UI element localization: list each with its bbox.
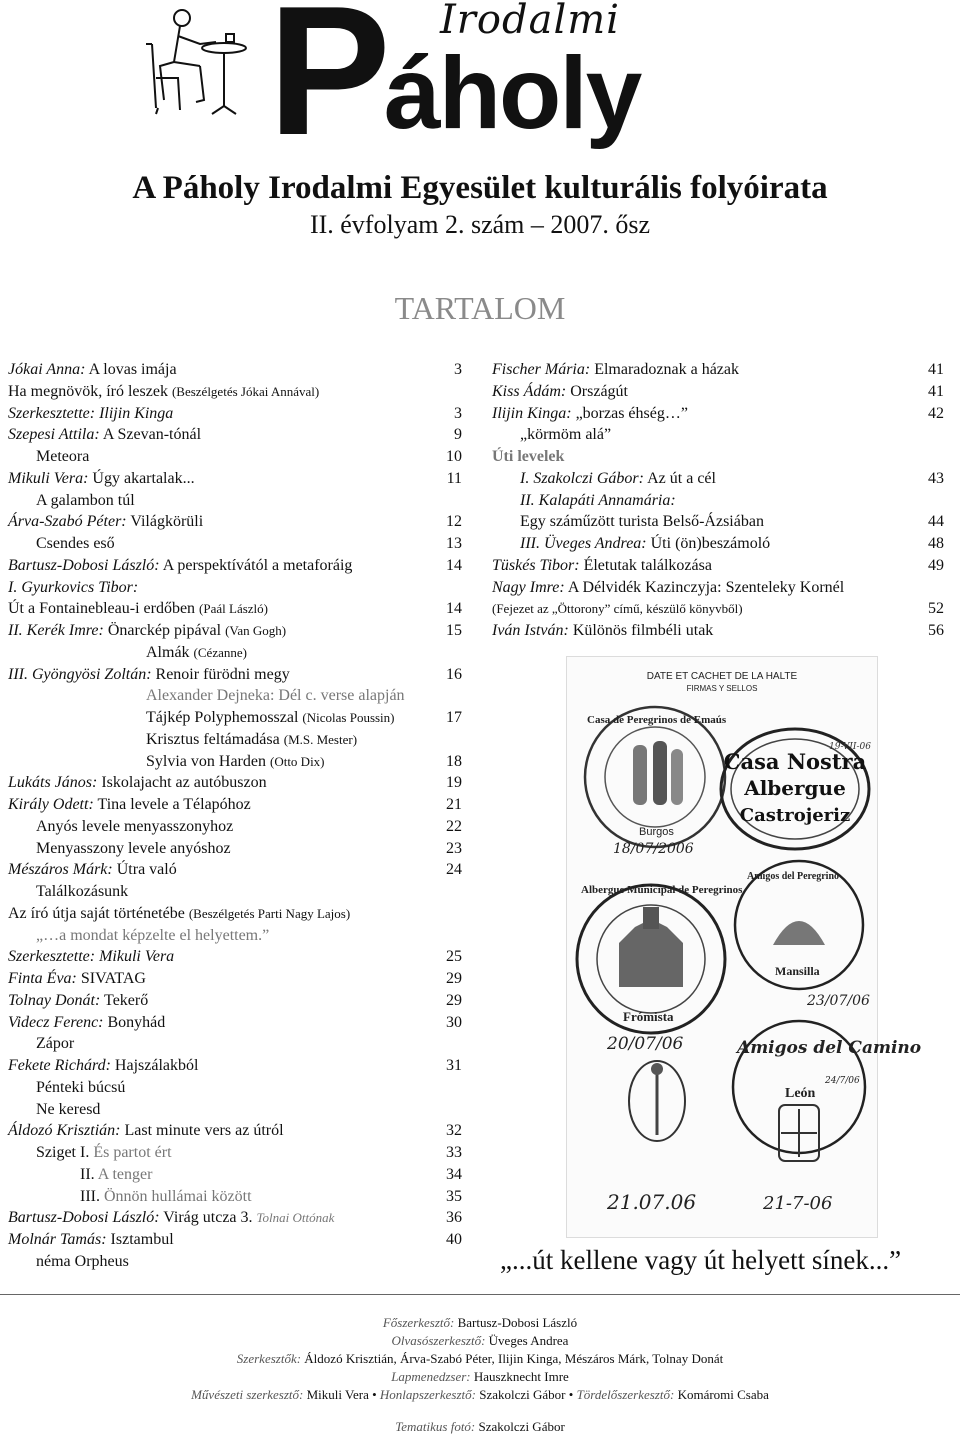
toc-entry (8, 446, 462, 468)
toc-right-column (492, 359, 944, 642)
toc-entry (8, 838, 462, 860)
toc-author: III. Üveges Andrea: (520, 535, 647, 552)
toc-entry-text (36, 446, 89, 468)
toc-entry-text (36, 816, 233, 838)
toc-title: Úgy akartalak... (92, 469, 195, 487)
stamp-casa-nostra-albergue: Albergue (744, 776, 846, 800)
imp-label: Szerkesztők: (236, 1351, 302, 1366)
toc-title: Zápor (36, 1035, 75, 1053)
toc-page-number: 13 (446, 535, 462, 552)
imp-value: Mikuli Vera (306, 1387, 369, 1402)
toc-title: Tina levele a Télapóhoz (97, 796, 251, 813)
toc-title: Virág utcza 3. (163, 1209, 253, 1227)
toc-page-number: 15 (446, 622, 462, 639)
toc-page-number: 16 (446, 665, 462, 683)
toc-title: „körmöm alá” (520, 426, 612, 444)
toc-title: Találkozásunk (36, 883, 129, 900)
toc-author: Áldozó Krisztián: (8, 1122, 121, 1140)
toc-title: A lovas imája (88, 361, 177, 378)
toc-entry-text (146, 729, 357, 751)
stamp-bottom-date-1: 21.07.06 (607, 1190, 697, 1214)
toc-entry (8, 424, 462, 446)
toc-page-number: 56 (928, 622, 944, 639)
imp-value: Komáromi Csaba (677, 1387, 769, 1402)
toc-page-number: 32 (446, 1122, 462, 1140)
imp-value: Szakolczi Gábor (479, 1387, 566, 1402)
toc-entry-text (520, 511, 764, 533)
toc-title: Isztambul (110, 1231, 174, 1248)
toc-page-number: 35 (446, 1187, 462, 1205)
toc-entry-text (8, 1207, 334, 1229)
toc-entry-text (8, 555, 352, 577)
toc-note: (Paál László) (199, 601, 268, 617)
toc-page-number: 43 (928, 469, 944, 487)
toc-author: Király Odett: (8, 796, 94, 813)
imp-value: Áldozó Krisztián, Árva-Szabó Péter, Ilijin Kinga, Mészáros Márk, Tolnay Donát (304, 1351, 724, 1366)
toc-title: Út a Fontainebleau-i erdőben (8, 600, 196, 618)
stamp-casa-peregrinos: Casa de Peregrinos de Emaús (587, 714, 727, 726)
toc-author: Kiss Ádám: (492, 382, 567, 400)
toc-page-number: 9 (454, 426, 462, 444)
toc-entry-text (36, 1251, 129, 1273)
toc-title: Last minute vers az útról (124, 1122, 284, 1140)
toc-page-number: 34 (446, 1165, 462, 1183)
toc-author: Lukáts János: (8, 774, 98, 792)
toc-note: (Cézanne) (193, 644, 247, 660)
toc-title: Sziget I. (36, 1144, 90, 1161)
toc-entry-text (8, 1012, 165, 1034)
stamp-burgos-date: 18/07/2006 (613, 841, 694, 857)
toc-page-number: 29 (446, 970, 462, 987)
toc-page-number: 48 (928, 535, 944, 552)
toc-entry-text (146, 707, 395, 729)
toc-author: Szerkesztette: Ilijin Kinga (8, 404, 174, 422)
toc-page-number: 12 (446, 513, 462, 531)
toc-title: Sylvia von Harden (146, 752, 266, 770)
toc-page-number: 14 (446, 600, 462, 618)
toc-author: I. Szakolczi Gábor: (520, 469, 644, 487)
toc-title: Az út a cél (647, 469, 716, 487)
toc-entry (8, 1229, 462, 1251)
toc-entry-text (492, 598, 743, 620)
imp-value: Bartusz-Dobosi László (457, 1315, 578, 1330)
toc-author: Videcz Ferenc: (8, 1013, 104, 1031)
toc-section-heading: Úti levelek (492, 448, 565, 465)
toc-entry (8, 1055, 462, 1077)
toc-entry-text (80, 1186, 252, 1208)
toc-page-number: 18 (446, 752, 462, 770)
toc-entry (8, 990, 462, 1012)
toc-page-number: 33 (446, 1144, 462, 1161)
toc-entry (8, 533, 462, 555)
stamp-header-subtext: FIRMAS Y SELLOS (686, 684, 758, 693)
toc-entry (492, 577, 944, 599)
stamp-amigos-camino: Amigos del Camino (737, 1038, 922, 1058)
toc-entry-text (8, 1120, 284, 1142)
toc-entry-text (8, 1229, 174, 1251)
toc-title: II. (80, 1165, 95, 1183)
toc-entry (8, 1120, 462, 1142)
toc-entry-text (520, 533, 770, 555)
toc-page-number: 19 (446, 774, 462, 792)
toc-entry (492, 511, 944, 533)
toc-entry (492, 620, 944, 642)
toc-entry-text (8, 664, 290, 686)
toc-title: néma Orpheus (36, 1252, 129, 1270)
toc-entry (8, 381, 462, 403)
toc-note: (Beszélgetés Jókai Annával) (171, 383, 320, 399)
imp-separator: • (568, 1387, 574, 1402)
toc-entry (492, 598, 944, 620)
toc-entry (492, 381, 944, 403)
toc-page-number: 29 (446, 991, 462, 1009)
toc-title-gray: Alexander Dejneka: Dél c. verse alapján (146, 687, 405, 705)
toc-page-number: 42 (928, 404, 944, 422)
stamp-mansilla-date: 23/07/06 (807, 993, 870, 1009)
toc-entry-text (492, 577, 844, 599)
toc-entry-text (492, 620, 713, 642)
toc-title: Különös filmbéli utak (572, 622, 714, 639)
toc-dedication: Tolnai Ottónak (256, 1210, 335, 1226)
logo-letter-p: P (268, 0, 387, 173)
imp-label: Honlapszerkesztő: (379, 1387, 476, 1402)
toc-entry (8, 664, 462, 686)
toc-entry (8, 598, 462, 620)
toc-note: (Van Gogh) (225, 623, 287, 638)
toc-left-column (8, 359, 462, 1273)
toc-entry (8, 620, 462, 642)
toc-entry-text (8, 403, 173, 425)
toc-entry (492, 468, 944, 490)
toc-page-number: 52 (928, 600, 944, 618)
toc-page-number: 14 (446, 556, 462, 574)
pilgrim-stamps-photo (566, 656, 922, 1238)
toc-author: Jókai Anna: (8, 361, 86, 378)
toc-entry (8, 968, 462, 990)
toc-entry-text (8, 381, 319, 403)
imp-value: Hauszknecht Imre (473, 1369, 569, 1384)
toc-page-number: 10 (446, 448, 462, 465)
toc-entry (492, 555, 944, 577)
stamp-bottom-date-2: 21-7-06 (763, 1193, 833, 1214)
caption-quote: „...út kellene vagy út helyett sínek...” (500, 1245, 902, 1275)
toc-title: „borzas éhség…” (575, 404, 688, 422)
toc-entry (8, 729, 462, 751)
toc-author: II. Kalapáti Annamária: (520, 491, 676, 509)
toc-title: Tájkép Polyphemosszal (146, 709, 299, 726)
toc-author: Finta Éva: (8, 970, 77, 987)
toc-title: III. (80, 1187, 100, 1205)
toc-entry (8, 946, 462, 968)
toc-entry-text (520, 468, 716, 490)
toc-entry (8, 925, 462, 947)
stamp-casa-nostra-town: Castrojeriz (739, 805, 851, 826)
toc-note: (Nicolas Poussin) (302, 710, 395, 725)
stamp-leon-date: 24/7/06 (825, 1076, 860, 1086)
toc-page-number: 31 (446, 1057, 462, 1074)
logo-aholy: áholy (384, 36, 641, 150)
toc-title: Hajszálakból (114, 1057, 199, 1074)
toc-title: Önarckép pipával (107, 622, 222, 639)
toc-page-number: 41 (928, 361, 944, 378)
toc-title: A galambon túl (36, 491, 135, 509)
toc-entry (8, 511, 462, 533)
imp-label: Olvasószerkesztő: (391, 1333, 486, 1348)
toc-entry (8, 1033, 462, 1055)
toc-entry (8, 685, 462, 707)
journal-subtitle: A Páholy Irodalmi Egyesület kulturális folyóirata (132, 170, 828, 206)
toc-page-number: 24 (446, 861, 462, 879)
toc-entry (492, 490, 944, 512)
toc-title: A Szevan-tónál (102, 426, 202, 444)
toc-entry (8, 1099, 462, 1121)
toc-entry (8, 403, 462, 425)
imp-line-copy-editor (0, 1333, 960, 1349)
toc-author: Fekete Richárd: (8, 1057, 111, 1074)
imp-label: Tördelőszerkesztő: (576, 1387, 675, 1402)
toc-entry-text (36, 1033, 74, 1055)
toc-entry-text (8, 794, 251, 816)
toc-entry-text (146, 685, 405, 707)
toc-page-number: 41 (928, 382, 944, 400)
toc-entry (8, 772, 462, 794)
toc-entry (492, 403, 944, 425)
toc-entry-text (36, 881, 128, 903)
toc-entry (8, 1142, 462, 1164)
toc-entry-text (8, 424, 201, 446)
stamp-amigos-peregrino: Amigos del Peregrino (747, 871, 840, 882)
imp-label: Tematikus fotó: (395, 1419, 476, 1434)
imp-line-editor-in-chief (0, 1315, 960, 1331)
toc-entry-text (492, 555, 712, 577)
stamp-mansilla-label: Mansilla (775, 964, 820, 978)
toc-page-number: 25 (446, 948, 462, 966)
toc-entry (8, 1077, 462, 1099)
toc-entry (492, 446, 944, 468)
imp-value: Szakolczi Gábor (478, 1419, 565, 1434)
toc-title: SIVATAG (80, 970, 146, 987)
toc-entry (8, 794, 462, 816)
toc-author: Szepesi Attila: (8, 426, 100, 444)
toc-entry (8, 903, 462, 925)
toc-entry-text (520, 424, 611, 446)
toc-author: Ilijin Kinga: (492, 404, 572, 422)
toc-author: I. Gyurkovics Tibor: (8, 578, 139, 596)
toc-entry-text (520, 490, 676, 512)
toc-entry-text (8, 968, 146, 990)
stamp-casa-nostra-date: 19-VII-06 (829, 742, 871, 752)
toc-title-gray: És partot ért (93, 1144, 172, 1161)
toc-entry (8, 359, 462, 381)
toc-title: Csendes eső (36, 535, 115, 552)
toc-title: Úti (ön)beszámoló (650, 535, 771, 552)
toc-entry-text (36, 490, 135, 512)
imp-line-manager (0, 1369, 960, 1385)
toc-page-number: 36 (446, 1209, 462, 1227)
toc-entry-text (8, 577, 138, 599)
toc-title: Ne keresd (36, 1100, 101, 1118)
toc-entry (8, 1164, 462, 1186)
toc-entry-text (8, 598, 268, 620)
toc-entry-text (36, 1142, 172, 1164)
toc-page-number: 17 (446, 709, 462, 726)
toc-author: Árva-Szabó Péter: (8, 513, 127, 531)
imp-separator: • (372, 1387, 377, 1402)
toc-author: Tüskés Tibor: (492, 556, 580, 574)
toc-page-number: 3 (454, 404, 462, 422)
toc-entry (8, 1012, 462, 1034)
toc-title: Anyós levele menyasszonyhoz (36, 817, 234, 835)
toc-title: Iskolajacht az autóbuszon (101, 774, 267, 792)
toc-entry (8, 490, 462, 512)
toc-entry (8, 816, 462, 838)
toc-entry-text (36, 1099, 100, 1121)
toc-author: Bartusz-Dobosi László: (8, 556, 160, 574)
toc-title: Renoir fürödni megy (155, 665, 290, 683)
imp-line-editors (0, 1351, 960, 1367)
toc-entry-text (8, 772, 267, 794)
toc-title-gray: A tenger (97, 1165, 153, 1183)
imp-line-art-web-layout (0, 1387, 960, 1403)
stamp-burgos-label: Burgos (639, 826, 674, 838)
toc-note: (Fejezet az „Öttorony” című, készülő könyvből) (492, 601, 743, 617)
imp-line-photo (0, 1419, 960, 1435)
toc-title: A perspektívától a metaforáig (162, 556, 353, 574)
masthead (0, 0, 960, 173)
toc-author: Nagy Imre: (492, 578, 565, 596)
toc-title: Egy száműzött turista Belső-Ázsiában (520, 513, 764, 531)
toc-author: Bartusz-Dobosi László: (8, 1209, 160, 1227)
toc-page-number: 23 (446, 839, 462, 857)
toc-entry-text (492, 381, 628, 403)
imp-label: Lapmenedzser: (391, 1369, 471, 1384)
toc-author: Tolnay Donát: (8, 991, 101, 1009)
toc-entry-text (8, 359, 177, 381)
toc-entry (8, 555, 462, 577)
toc-entry-text (36, 1077, 125, 1099)
toc-title: Meteora (36, 448, 90, 465)
cafe-writer-illustration (130, 4, 250, 122)
toc-entry-text (8, 990, 148, 1012)
toc-title: Útra való (116, 861, 177, 879)
toc-entry-text (8, 946, 174, 968)
toc-title: Menyasszony levele anyóshoz (36, 839, 231, 857)
toc-page-number: 22 (446, 817, 462, 835)
toc-note: (Otto Dix) (269, 753, 325, 769)
toc-title-gray: „…a mondat képzelte el helyettem.” (36, 926, 270, 944)
toc-entry-text (8, 1055, 198, 1077)
toc-entry-text (146, 642, 247, 664)
toc-entry-text (36, 925, 269, 947)
toc-title: Ha megnövök, író leszek (8, 382, 168, 400)
toc-author: Mészáros Márk: (8, 861, 113, 879)
toc-entry-text (8, 511, 203, 533)
toc-entry (8, 859, 462, 881)
toc-entry (492, 533, 944, 555)
stamp-albergue-municipal: Albergue Municipal de Peregrinos (581, 884, 743, 896)
toc-entry-text (146, 751, 325, 773)
stamp-casa-nostra-title: Casa Nostra (723, 749, 867, 774)
toc-page-number: 11 (446, 469, 462, 487)
toc-author: Iván István: (492, 622, 569, 639)
imp-label: Főszerkesztő: (382, 1315, 455, 1330)
toc-note: (Beszélgetés Parti Nagy Lajos) (188, 905, 351, 921)
impressum (0, 1294, 960, 1449)
toc-entry-text (36, 533, 115, 555)
toc-heading: TARTALOM (394, 290, 566, 326)
toc-entry-text (492, 446, 564, 468)
toc-title: Életutak találkozása (583, 556, 712, 574)
toc-entry (8, 577, 462, 599)
toc-title: Tekerő (104, 991, 149, 1009)
stamp-header-text: DATE ET CACHET DE LA HALTE (646, 671, 798, 682)
toc-page-number: 44 (928, 513, 944, 531)
toc-entry-text (8, 468, 195, 490)
toc-title: Elmaradoznak a házak (594, 361, 740, 378)
toc-entry (8, 751, 462, 773)
toc-page-number: 49 (928, 556, 944, 574)
toc-title: Krisztus feltámadása (146, 730, 280, 748)
toc-entry (8, 1251, 462, 1273)
toc-title: Az író útja saját történetébe (8, 904, 185, 922)
toc-title: Országút (570, 382, 628, 400)
toc-author: II. Kerék Imre: (8, 622, 104, 639)
toc-entry-text (8, 620, 286, 642)
toc-entry (8, 1186, 462, 1208)
toc-author: III. Gyöngyösi Zoltán: (8, 665, 152, 683)
toc-title: Bonyhád (107, 1013, 166, 1031)
logo-irodalmi: Irodalmi (440, 0, 620, 43)
toc-page-number: 40 (446, 1231, 462, 1248)
stamp-fromista-label: Frómista (623, 1009, 674, 1024)
toc-page-number: 21 (446, 796, 462, 813)
toc-entry (8, 468, 462, 490)
toc-entry-text (8, 903, 350, 925)
stamp-leon-label: León (785, 1086, 816, 1101)
toc-title-gray: Önnön hullámai között (103, 1187, 252, 1205)
toc-entry-text (36, 838, 231, 860)
toc-entry-text (8, 859, 177, 881)
issue-info: II. évfolyam 2. szám – 2007. ősz (309, 210, 651, 239)
toc-entry-text (80, 1164, 152, 1186)
toc-page-number: 30 (446, 1013, 462, 1031)
toc-author: Fischer Mária: (492, 361, 591, 378)
toc-title: A Délvidék Kazinczyja: Szenteleky Kornél (567, 578, 845, 596)
toc-entry-text (492, 359, 739, 381)
toc-author: Mikuli Vera: (8, 469, 89, 487)
toc-author: Molnár Tamás: (8, 1231, 107, 1248)
toc-title: Pénteki búcsú (36, 1078, 126, 1096)
toc-entry (8, 881, 462, 903)
toc-entry-text (492, 403, 688, 425)
toc-entry (8, 1207, 462, 1229)
toc-entry (492, 424, 944, 446)
toc-entry (8, 707, 462, 729)
toc-note: (M.S. Mester) (283, 731, 358, 747)
toc-page-number: 3 (454, 361, 462, 378)
toc-entry (492, 359, 944, 381)
toc-title: Világkörüli (130, 513, 204, 531)
stamp-fromista-date: 20/07/06 (607, 1034, 684, 1054)
toc-title: Almák (146, 643, 190, 661)
toc-author: Szerkesztette: Mikuli Vera (8, 948, 175, 966)
toc-entry (8, 642, 462, 664)
imp-label: Művészeti szerkesztő: (191, 1387, 304, 1402)
imp-value: Üveges Andrea (488, 1333, 569, 1348)
